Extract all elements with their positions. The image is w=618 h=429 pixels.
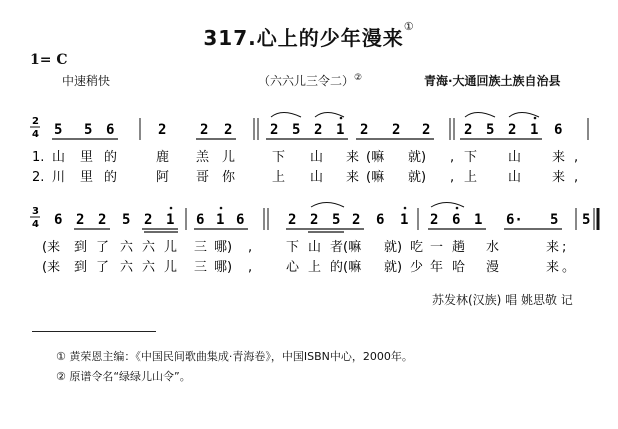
note: 2 bbox=[360, 122, 369, 138]
lyric: 山 bbox=[52, 150, 66, 165]
lyric: 羔 bbox=[196, 150, 210, 165]
lyric: 上 bbox=[464, 170, 478, 185]
footnote-divider bbox=[32, 331, 156, 332]
footnote-mark-2: ② bbox=[354, 73, 363, 83]
footnote-2: ② 原谱令名“绿绿儿山令”。 bbox=[56, 370, 191, 383]
note: 2 bbox=[98, 212, 107, 228]
lyric: 儿 bbox=[222, 150, 236, 165]
performer-credit: 苏发林(汉族) 唱 姚思敬 记 bbox=[432, 293, 573, 307]
note: 5 bbox=[486, 122, 495, 138]
lyric: 上 bbox=[308, 260, 322, 275]
lyric: 来 bbox=[346, 170, 360, 185]
lyrics-system-1-verse-1 bbox=[32, 149, 578, 165]
lyric: 。 bbox=[562, 260, 576, 275]
note: 2 bbox=[76, 212, 85, 228]
note: 1 bbox=[336, 122, 345, 138]
lyrics-system-2-verse-2 bbox=[42, 259, 575, 275]
lyric: 三 bbox=[194, 260, 208, 275]
lyric: 心 bbox=[286, 260, 300, 275]
lyric: 六 bbox=[142, 240, 156, 255]
lyric: 就) bbox=[408, 170, 427, 185]
lyric: 来 bbox=[552, 170, 566, 185]
lyrics-system-2-verse-1 bbox=[42, 239, 566, 255]
lyric: (嘛 bbox=[366, 170, 385, 185]
song-origin: 青海·大通回族土族自治县 bbox=[424, 74, 561, 88]
time-sig-top-2: 3 bbox=[32, 206, 39, 217]
lyric: 三 bbox=[194, 240, 208, 255]
tempo-marking: 中速稍快 bbox=[62, 74, 111, 88]
lyric: 里 bbox=[80, 150, 94, 165]
lyric: 下 bbox=[286, 240, 300, 255]
barlines-system-2 bbox=[186, 208, 598, 230]
note: 5 bbox=[332, 212, 341, 228]
lyric: 漫 bbox=[486, 260, 500, 275]
lyric: 一 bbox=[430, 240, 444, 255]
lyric: 哥 bbox=[196, 170, 210, 185]
note: 6 bbox=[376, 212, 385, 228]
note: 1 bbox=[216, 212, 225, 228]
lyric: 1. bbox=[32, 150, 45, 165]
notes-system-1 bbox=[54, 122, 562, 138]
lyric: 趟 bbox=[452, 240, 466, 255]
lyric: 下 bbox=[272, 150, 286, 165]
lyric: 六 bbox=[120, 260, 134, 275]
lyric: 了 bbox=[96, 260, 110, 275]
lyric: ; bbox=[562, 240, 567, 255]
note: 2 bbox=[270, 122, 279, 138]
note: 1 bbox=[530, 122, 539, 138]
lyric: , bbox=[248, 240, 253, 255]
lyric: 就) bbox=[384, 260, 403, 275]
lyric: 上 bbox=[272, 170, 286, 185]
slurs-system-2 bbox=[311, 203, 464, 208]
lyric: 吃 bbox=[410, 240, 424, 255]
lyric: 鹿 bbox=[156, 150, 170, 165]
lyric: (来 bbox=[42, 240, 61, 255]
note: 6 bbox=[236, 212, 245, 228]
note: 2 bbox=[314, 122, 323, 138]
lyric: 山 bbox=[310, 170, 324, 185]
note: 5 bbox=[84, 122, 93, 138]
lyric: 到 bbox=[74, 260, 88, 275]
footnote-mark-1: ① bbox=[403, 20, 415, 33]
footnote-1: ① 黄荣恩主编：《中国民间歌曲集成·青海卷》，中国ISBN中心，2000年。 bbox=[56, 350, 413, 363]
note: 2 bbox=[464, 122, 473, 138]
slurs-system-1 bbox=[271, 113, 539, 118]
lyric: 山 bbox=[508, 170, 522, 185]
lyric: 你 bbox=[222, 170, 236, 185]
note: 6 bbox=[106, 122, 115, 138]
lyrics-system-1-verse-2 bbox=[32, 169, 578, 185]
lyric: 的 bbox=[104, 170, 118, 185]
lyric: 年 bbox=[430, 260, 444, 275]
note: 1 bbox=[400, 212, 409, 228]
note: 2 bbox=[158, 122, 167, 138]
lyric: 山 bbox=[308, 240, 322, 255]
note: 2 bbox=[352, 212, 361, 228]
lyric: (嘛 bbox=[366, 150, 385, 165]
lyric: 山 bbox=[310, 150, 324, 165]
lyric: 少 bbox=[410, 260, 424, 275]
lyric: 者(嘛 bbox=[330, 240, 362, 255]
note: 2 bbox=[508, 122, 517, 138]
song-title-text: 317.心上的少年漫来 bbox=[203, 26, 404, 50]
lyric: 哪) bbox=[214, 260, 233, 275]
note: 5 bbox=[54, 122, 63, 138]
lyric: , bbox=[450, 170, 455, 185]
lyric: 阿 bbox=[156, 170, 170, 185]
lyric: 儿 bbox=[164, 240, 178, 255]
lyric: 来 bbox=[346, 150, 360, 165]
note: 6· bbox=[506, 212, 523, 228]
time-sig-bottom-1: 4 bbox=[32, 129, 39, 140]
notes-system-2 bbox=[54, 212, 590, 228]
note: 1 bbox=[166, 212, 175, 228]
lyric: 川 bbox=[52, 170, 66, 185]
note: 5 bbox=[550, 212, 559, 228]
lyric: , bbox=[574, 150, 579, 165]
lyric: (来 bbox=[42, 260, 61, 275]
time-sig-top-1: 2 bbox=[32, 116, 39, 127]
octave-dots-1 bbox=[340, 117, 537, 120]
note: 6 bbox=[554, 122, 563, 138]
note: 6 bbox=[54, 212, 63, 228]
lyric: 六 bbox=[120, 240, 134, 255]
lyric: , bbox=[248, 260, 253, 275]
note: 2 bbox=[392, 122, 401, 138]
mode-text: （六六儿三令二） bbox=[258, 74, 355, 88]
note: 2 bbox=[224, 122, 233, 138]
beams-system-2 bbox=[74, 229, 562, 232]
lyric: 就) bbox=[408, 150, 427, 165]
lyric: 六 bbox=[142, 260, 156, 275]
note: 2 bbox=[288, 212, 297, 228]
lyric: 到 bbox=[74, 240, 88, 255]
note: 5 bbox=[582, 212, 591, 228]
lyric: , bbox=[450, 150, 455, 165]
lyric: 2. bbox=[32, 170, 45, 185]
lyric: 的 bbox=[104, 150, 118, 165]
lyric: 哈 bbox=[452, 260, 466, 275]
lyric: 的(嘛 bbox=[330, 260, 362, 275]
time-signature-1 bbox=[30, 116, 40, 140]
time-sig-bottom-2: 4 bbox=[32, 219, 39, 230]
note: 2 bbox=[144, 212, 153, 228]
octave-dots-2 bbox=[170, 207, 459, 210]
lyric: 来 bbox=[546, 240, 560, 255]
lyric: , bbox=[574, 170, 579, 185]
note: 6 bbox=[452, 212, 461, 228]
note: 5 bbox=[292, 122, 301, 138]
lyric: 了 bbox=[96, 240, 110, 255]
lyric: 来 bbox=[546, 260, 560, 275]
lyric: 儿 bbox=[164, 260, 178, 275]
lyric: 山 bbox=[508, 150, 522, 165]
note: 1 bbox=[474, 212, 483, 228]
lyric: 水 bbox=[486, 240, 500, 255]
lyric: 就) bbox=[384, 240, 403, 255]
note: 2 bbox=[200, 122, 209, 138]
note: 2 bbox=[310, 212, 319, 228]
lyric: 里 bbox=[80, 170, 94, 185]
lyric: 哪) bbox=[214, 240, 233, 255]
note: 2 bbox=[422, 122, 431, 138]
time-signature-2 bbox=[30, 206, 40, 230]
lyric: 来 bbox=[552, 150, 566, 165]
key-signature: 1= C bbox=[30, 52, 68, 68]
note: 5 bbox=[122, 212, 131, 228]
lyric: 下 bbox=[464, 150, 478, 165]
note: 6 bbox=[196, 212, 205, 228]
note: 2 bbox=[430, 212, 439, 228]
